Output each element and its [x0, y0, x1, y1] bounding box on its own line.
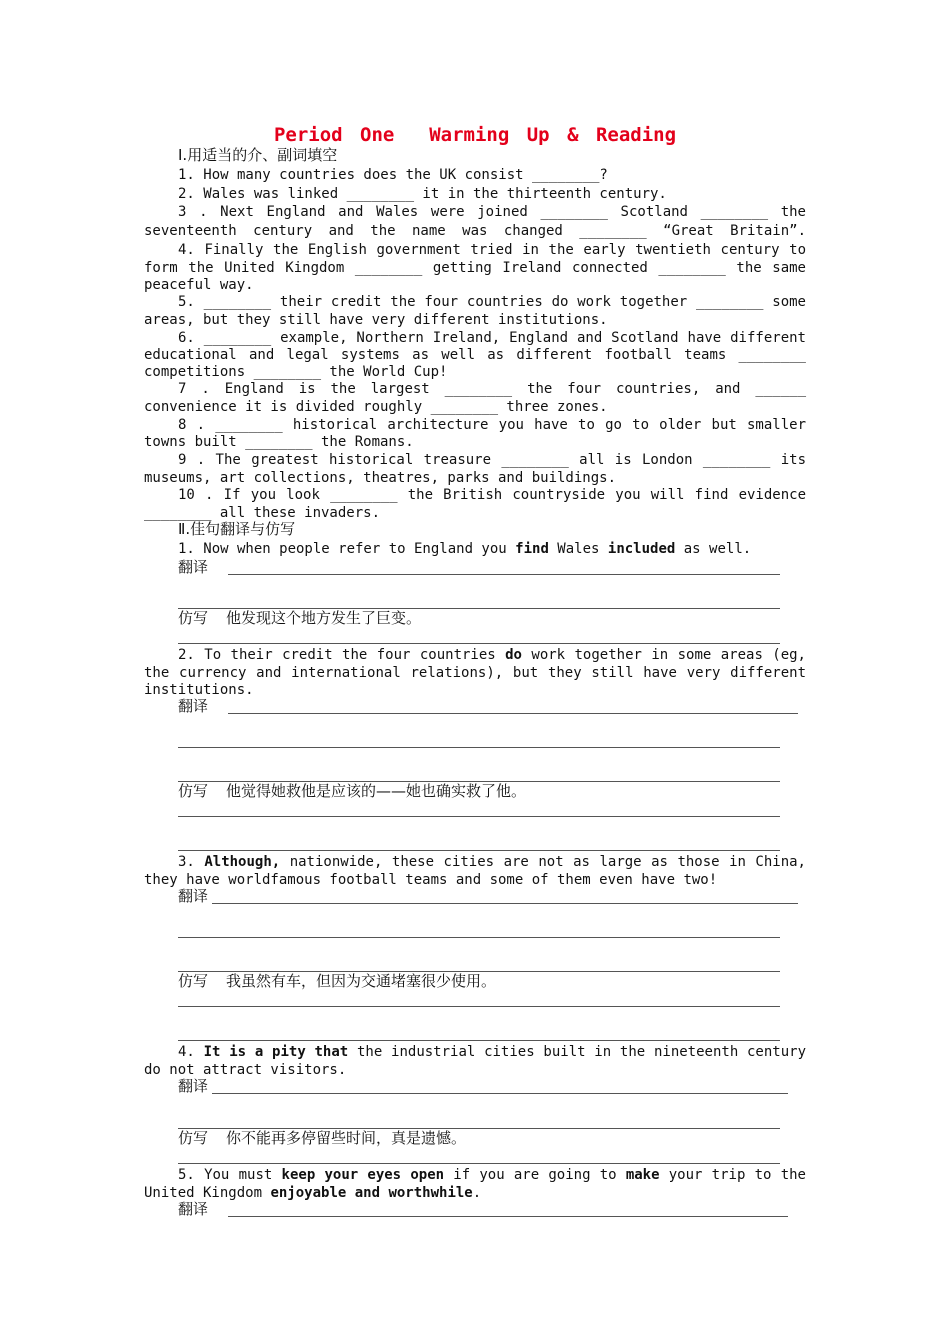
- answer-line[interactable]: [228, 574, 780, 575]
- answer-line[interactable]: [228, 713, 798, 714]
- answer-line[interactable]: [212, 903, 798, 904]
- answer-line[interactable]: [228, 1216, 788, 1217]
- sentence-5-line-2: United Kingdom enjoyable and worthwhile.: [144, 1185, 482, 1201]
- sentence-4-line-2: do not attract visitors.: [144, 1062, 347, 1078]
- sentence-1: 1. Now when people refer to England you find Wales included as well.: [178, 541, 752, 557]
- sentence-3: 3. Although, nationwide, these cities are not as large as those in China,: [178, 854, 806, 870]
- exercise-line: towns built ________ the Romans.: [144, 434, 414, 450]
- exercise-line: convenience it is divided roughly ________ three zones.: [144, 399, 608, 415]
- exercise-line: 9 . The greatest historical treasure ________ all is London ________ its: [178, 452, 806, 468]
- exercise-line: 7 . England is the largest ________ the four countries, and ______: [178, 381, 806, 397]
- answer-line[interactable]: [178, 1040, 780, 1041]
- answer-line[interactable]: [178, 1006, 780, 1007]
- exercise-line: areas, but they still have very different institutions.: [144, 312, 608, 328]
- translate-label: 翻译: [178, 1077, 209, 1095]
- answer-line[interactable]: [178, 747, 780, 748]
- exercise-line: 8 . ________ historical architecture you have to go to older but smaller: [178, 417, 806, 433]
- exercise-line: 2. Wales was linked ________ it in the thirteenth century.: [178, 186, 667, 202]
- page-title: Period One Warming Up & Reading: [273, 124, 677, 146]
- answer-line[interactable]: [178, 643, 780, 644]
- imitate-row: 仿写 他觉得她救他是应该的——她也确实救了他。: [178, 782, 527, 800]
- section-2-heading: Ⅱ.佳句翻译与仿写: [178, 520, 296, 538]
- exercise-line: seventeenth century and the name was changed ________ “Great Britain”.: [144, 223, 806, 239]
- sentence-4: 4. It is a pity that the industrial cities built in the nineteenth century: [178, 1044, 807, 1060]
- translate-label: 翻译: [178, 558, 209, 576]
- exercise-line: peaceful way.: [144, 277, 254, 293]
- translate-label: 翻译: [178, 1200, 209, 1218]
- exercise-line: 6. ________ example, Northern Ireland, England and Scotland have different: [178, 330, 806, 346]
- imitate-row: 仿写 我虽然有车，但因为交通堵塞很少使用。: [178, 972, 497, 990]
- exercise-line: 3 . Next England and Wales were joined ________ Scotland ________ the: [178, 204, 806, 220]
- answer-line[interactable]: [178, 1163, 780, 1164]
- exercise-line: 4. Finally the English government tried in the early twentieth century to: [178, 242, 806, 258]
- exercise-line: 1. How many countries does the UK consist ________?: [178, 167, 608, 183]
- imitate-row: 仿写 他发现这个地方发生了巨变。: [178, 609, 422, 627]
- exercise-line: 5. ________ their credit the four countries do work together ________ some: [178, 294, 806, 310]
- answer-line[interactable]: [178, 937, 780, 938]
- sentence-2-line-3: institutions.: [144, 682, 254, 698]
- sentence-2: 2. To their credit the four countries do work together in some areas (eg,: [178, 647, 806, 663]
- imitate-row: 仿写 你不能再多停留些时间，真是遗憾。: [178, 1129, 467, 1147]
- exercise-line: ________ all these invaders.: [144, 505, 381, 521]
- exercise-line: competitions ________ the World Cup!: [144, 364, 448, 380]
- answer-line[interactable]: [212, 1093, 788, 1094]
- section-1-heading: Ⅰ.用适当的介、副词填空: [178, 146, 338, 164]
- exercise-line: educational and legal systems as well as different football teams ________: [144, 347, 806, 363]
- exercise-line: 10 . If you look ________ the British countryside you will find evidence: [178, 487, 806, 503]
- answer-line[interactable]: [178, 850, 780, 851]
- exercise-line: museums, art collections, theatres, parks and buildings.: [144, 470, 617, 486]
- sentence-2-line-2: the currency and international relations), but they still have very different: [144, 665, 806, 681]
- answer-line[interactable]: [178, 816, 780, 817]
- translate-label: 翻译: [178, 887, 209, 905]
- translate-label: 翻译: [178, 697, 209, 715]
- exercise-line: form the United Kingdom ________ getting Ireland connected ________ the same: [144, 260, 806, 276]
- sentence-3-line-2: they have worldfamous football teams and some of them even have two!: [144, 872, 718, 888]
- sentence-5: 5. You must keep your eyes open if you are going to make your trip to the: [178, 1167, 806, 1183]
